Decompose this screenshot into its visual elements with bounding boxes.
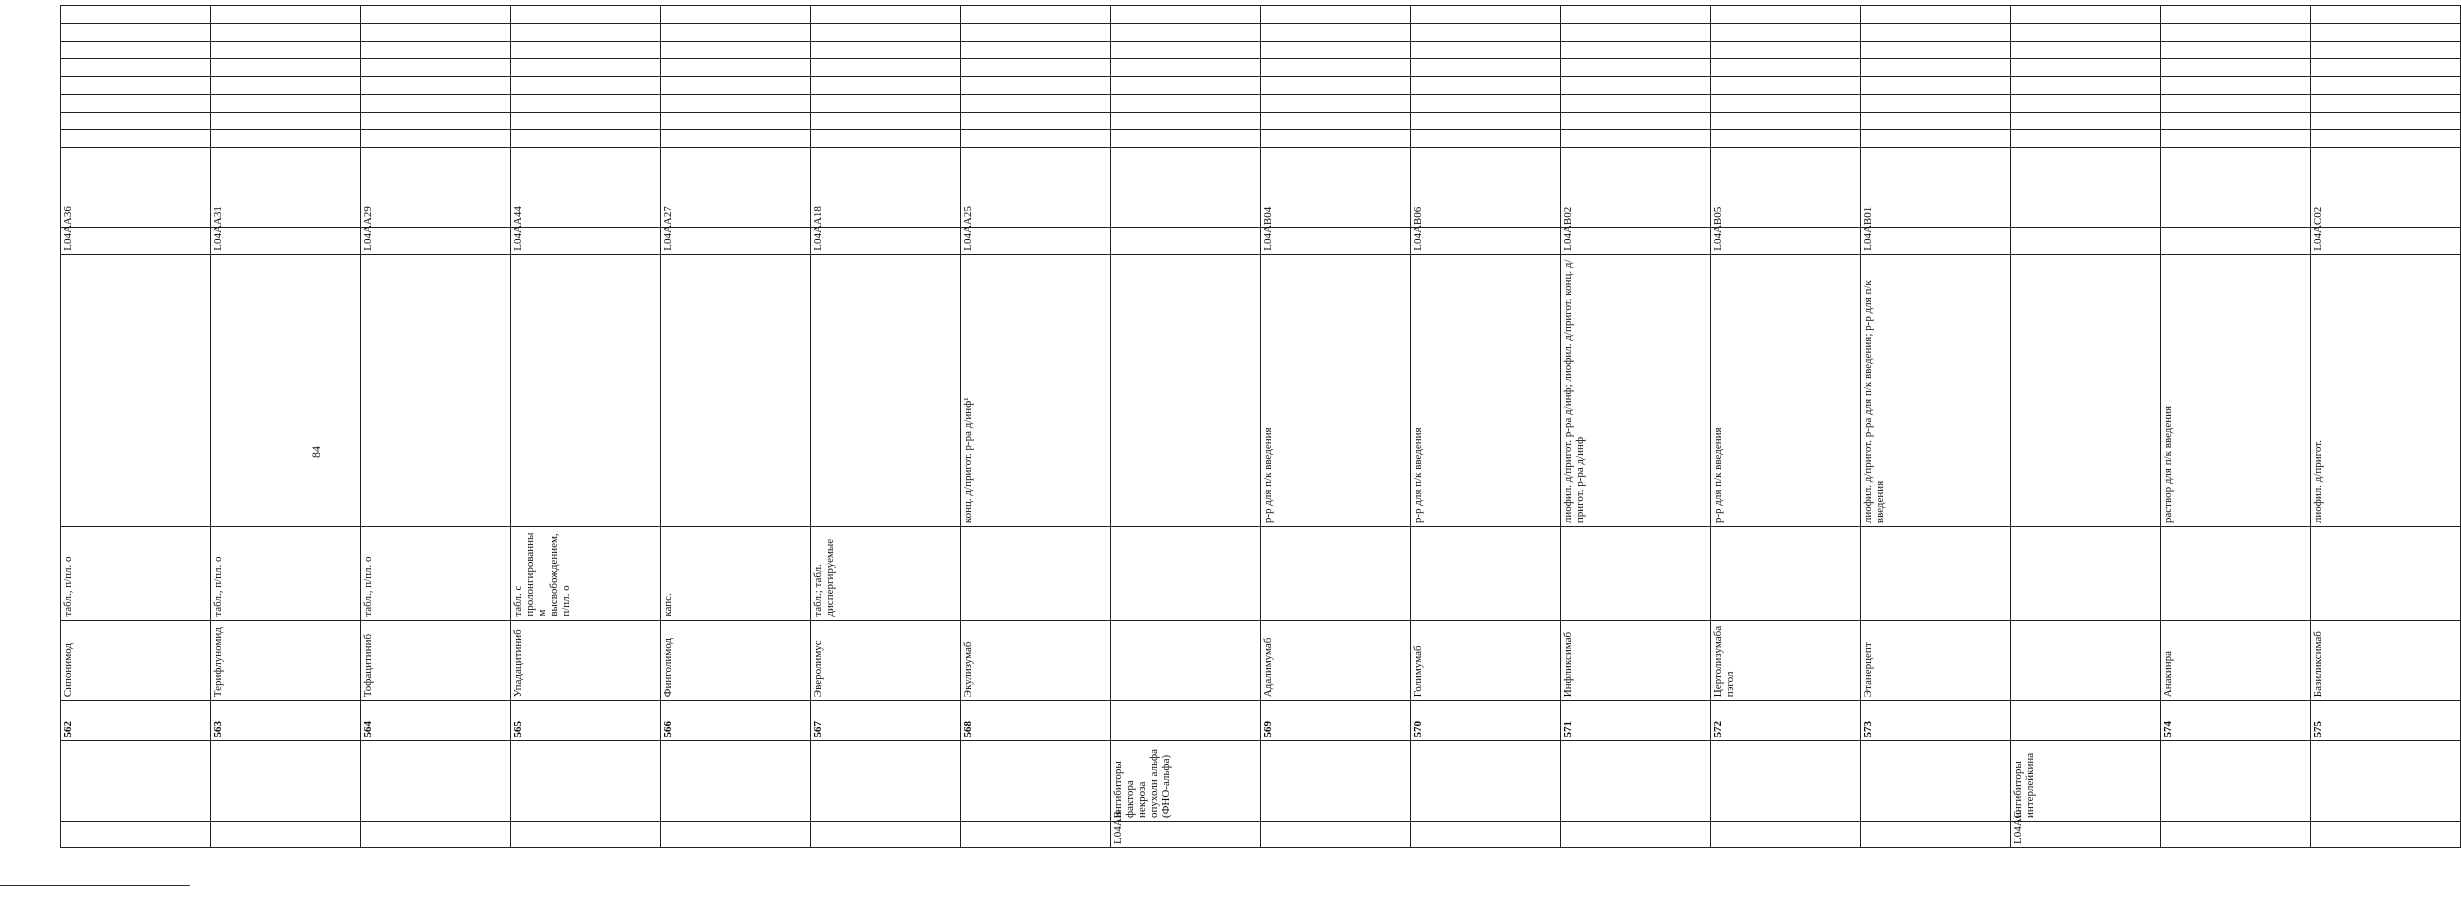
atc-group-code: [211, 821, 361, 847]
table-row: [61, 6, 211, 848]
empty-cell: [2011, 94, 2161, 112]
dosage-form-alt: лиофил. д/пригот.: [2311, 254, 2461, 526]
empty-cell: [361, 94, 511, 112]
empty-cell: [1261, 112, 1411, 130]
empty-cell: [61, 148, 211, 227]
empty-cell: [211, 130, 361, 148]
empty-cell: [211, 77, 361, 95]
empty-cell: [2161, 148, 2311, 227]
rotated-table-container: [60, 5, 2324, 848]
row-number: 572: [1711, 701, 1861, 741]
drug-name: [2011, 620, 2161, 701]
row-number: 574: [2161, 701, 2311, 741]
atc-code: L04AA44: [511, 227, 661, 254]
empty-cell: [661, 112, 811, 130]
drug-name: Анакинра: [2161, 620, 2311, 701]
empty-cell: [1261, 41, 1411, 59]
empty-cell: [1711, 112, 1861, 130]
atc-group-name: [1861, 741, 2011, 822]
empty-cell: [61, 94, 211, 112]
page-number: 84: [309, 446, 323, 458]
empty-cell: [1261, 148, 1411, 227]
empty-cell: [211, 41, 361, 59]
empty-cell: [1411, 130, 1561, 148]
empty-cell: [361, 112, 511, 130]
dosage-form: [2311, 527, 2461, 621]
drug-name: Финголимод: [661, 620, 811, 701]
empty-cell: [961, 59, 1111, 77]
atc-group-name: [961, 741, 1111, 822]
empty-cell: [361, 41, 511, 59]
empty-cell: [1261, 59, 1411, 77]
empty-cell: [511, 148, 661, 227]
empty-cell: [511, 59, 661, 77]
atc-group-name: [361, 741, 511, 822]
dosage-form-alt: р-р для п/к введения: [1261, 254, 1411, 526]
empty-cell: [661, 77, 811, 95]
empty-cell: [1561, 23, 1711, 41]
dosage-form-alt: лиофил. д/пригот. р-ра д/инф; лиофил. д/пригот. конц. д/пригот. р-ра д/инф: [1561, 254, 1711, 526]
empty-cell: [1111, 23, 1261, 41]
empty-cell: [1561, 41, 1711, 59]
empty-cell: [1861, 23, 2011, 41]
empty-cell: [211, 6, 361, 24]
atc-group-name: [811, 741, 961, 822]
empty-cell: [361, 77, 511, 95]
table-row: [211, 6, 361, 848]
drug-name: Экулизумаб: [961, 620, 1111, 701]
atc-group-name: ингибиторы интерлейкина: [2011, 741, 2161, 822]
table-row: [661, 6, 811, 848]
empty-cell: [1411, 41, 1561, 59]
table-row: [1711, 6, 1861, 848]
empty-cell: [61, 41, 211, 59]
empty-cell: [2161, 94, 2311, 112]
atc-code: L04AA31: [211, 227, 361, 254]
empty-cell: [61, 77, 211, 95]
dosage-form: [1411, 527, 1561, 621]
atc-group-code: [1861, 821, 2011, 847]
atc-code: L04AC02: [2311, 227, 2461, 254]
empty-cell: [2011, 148, 2161, 227]
drug-name: [1111, 620, 1261, 701]
row-number: 567: [811, 701, 961, 741]
empty-cell: [361, 23, 511, 41]
dosage-form: [1261, 527, 1411, 621]
empty-cell: [811, 148, 961, 227]
atc-group-code: [1561, 821, 1711, 847]
empty-cell: [2161, 23, 2311, 41]
dosage-form-alt: [1111, 254, 1261, 526]
empty-cell: [1261, 94, 1411, 112]
empty-cell: [961, 94, 1111, 112]
dosage-form: табл.; табл. диспергируемые: [811, 527, 961, 621]
drug-name: Адалимумаб: [1261, 620, 1411, 701]
atc-code: L04AA25: [961, 227, 1111, 254]
empty-cell: [361, 6, 511, 24]
empty-cell: [661, 59, 811, 77]
empty-cell: [661, 130, 811, 148]
empty-cell: [61, 112, 211, 130]
table-row: [511, 6, 661, 848]
dosage-form: [1711, 527, 1861, 621]
empty-cell: [1111, 148, 1261, 227]
empty-cell: [2311, 59, 2461, 77]
empty-cell: [1861, 112, 2011, 130]
table-row: [2011, 6, 2161, 848]
empty-cell: [961, 130, 1111, 148]
empty-cell: [811, 130, 961, 148]
atc-code: [1111, 227, 1261, 254]
empty-cell: [1861, 41, 2011, 59]
atc-group-code: [961, 821, 1111, 847]
row-number: [1111, 701, 1261, 741]
drug-name: Инфликсимаб: [1561, 620, 1711, 701]
empty-cell: [2311, 41, 2461, 59]
empty-cell: [511, 130, 661, 148]
empty-cell: [661, 94, 811, 112]
atc-group-code: [1261, 821, 1411, 847]
empty-cell: [1261, 130, 1411, 148]
atc-code: L04AA29: [361, 227, 511, 254]
empty-cell: [1261, 6, 1411, 24]
dosage-form-alt: р-р для п/к введения: [1411, 254, 1561, 526]
empty-cell: [1711, 130, 1861, 148]
empty-cell: [2011, 130, 2161, 148]
empty-cell: [1711, 41, 1861, 59]
empty-cell: [61, 59, 211, 77]
atc-group-name: [211, 741, 361, 822]
empty-cell: [1861, 6, 2011, 24]
empty-cell: [1561, 77, 1711, 95]
empty-cell: [361, 59, 511, 77]
empty-cell: [511, 112, 661, 130]
empty-cell: [811, 23, 961, 41]
atc-group-name: [61, 741, 211, 822]
table-row: [1861, 6, 2011, 848]
atc-group-code: [2311, 821, 2461, 847]
empty-cell: [2311, 77, 2461, 95]
dosage-form: [961, 527, 1111, 621]
empty-cell: [811, 112, 961, 130]
drug-name: Базиликсимаб: [2311, 620, 2461, 701]
atc-code: L04AB02: [1561, 227, 1711, 254]
empty-cell: [2311, 94, 2461, 112]
atc-group-code: [661, 821, 811, 847]
table-row: [2161, 6, 2311, 848]
atc-group-code: [511, 821, 661, 847]
atc-code: L04AB01: [1861, 227, 2011, 254]
empty-cell: [2011, 59, 2161, 77]
empty-cell: [811, 77, 961, 95]
dosage-form-alt: раствор для п/к введения: [2161, 254, 2311, 526]
atc-group-code: [1411, 821, 1561, 847]
empty-cell: [1861, 94, 2011, 112]
atc-group-code: [811, 821, 961, 847]
empty-cell: [1111, 6, 1261, 24]
empty-cell: [2161, 130, 2311, 148]
empty-cell: [1411, 77, 1561, 95]
empty-cell: [2311, 6, 2461, 24]
empty-cell: [1711, 59, 1861, 77]
empty-cell: [661, 41, 811, 59]
dosage-form-alt: [661, 254, 811, 526]
empty-cell: [2311, 148, 2461, 227]
row-number: 564: [361, 701, 511, 741]
empty-cell: [1111, 130, 1261, 148]
empty-cell: [2161, 6, 2311, 24]
empty-cell: [1711, 94, 1861, 112]
empty-cell: [2161, 41, 2311, 59]
dosage-form-alt: лиофил. д/пригот. р-ра для п/к введения; р-р для п/к введения: [1861, 254, 2011, 526]
atc-group-name: [1261, 741, 1411, 822]
empty-cell: [1711, 148, 1861, 227]
empty-cell: [211, 59, 361, 77]
dosage-form: [2011, 527, 2161, 621]
atc-group-name: ингибиторы фактора некроза опухоли альфа (ФНО-альфа): [1111, 741, 1261, 822]
empty-cell: [811, 59, 961, 77]
atc-code: L04AB04: [1261, 227, 1411, 254]
empty-cell: [1261, 77, 1411, 95]
dosage-form-alt: [211, 254, 361, 526]
table-row: [1411, 6, 1561, 848]
drug-name: Тофацитиниб: [361, 620, 511, 701]
drug-name: Голимумаб: [1411, 620, 1561, 701]
empty-cell: [61, 23, 211, 41]
atc-group-name: [2311, 741, 2461, 822]
empty-cell: [2011, 112, 2161, 130]
empty-cell: [961, 112, 1111, 130]
atc-group-name: [1411, 741, 1561, 822]
atc-group-code: [2161, 821, 2311, 847]
drug-name: Терифлуномид: [211, 620, 361, 701]
empty-cell: [961, 77, 1111, 95]
dosage-form-alt: [811, 254, 961, 526]
dosage-form-alt: [511, 254, 661, 526]
empty-cell: [1711, 23, 1861, 41]
empty-cell: [2311, 130, 2461, 148]
dosage-form: [1861, 527, 2011, 621]
empty-cell: [1711, 6, 1861, 24]
drug-list-table: [60, 5, 2461, 848]
atc-group-code: [61, 821, 211, 847]
atc-code: L04AB05: [1711, 227, 1861, 254]
empty-cell: [1111, 59, 1261, 77]
dosage-form: капс.: [661, 527, 811, 621]
atc-group-name: [1561, 741, 1711, 822]
empty-cell: [1561, 59, 1711, 77]
dosage-form-alt: конц. д/пригот. р-ра д/инф¹: [961, 254, 1111, 526]
dosage-form: [1561, 527, 1711, 621]
atc-code: L04AA27: [661, 227, 811, 254]
drug-name: Эверолимус: [811, 620, 961, 701]
dosage-form: табл., п/пл. о: [211, 527, 361, 621]
drug-name: Этанерцепт: [1861, 620, 2011, 701]
table-row: [1261, 6, 1411, 848]
atc-group-code: [1711, 821, 1861, 847]
empty-cell: [2311, 23, 2461, 41]
empty-cell: [1561, 130, 1711, 148]
empty-cell: [361, 148, 511, 227]
empty-cell: [1561, 148, 1711, 227]
empty-cell: [1411, 94, 1561, 112]
empty-cell: [811, 94, 961, 112]
empty-cell: [511, 6, 661, 24]
empty-cell: [511, 77, 661, 95]
table-row: [961, 6, 1111, 848]
empty-cell: [661, 148, 811, 227]
row-number: 566: [661, 701, 811, 741]
dosage-form: табл., п/пл. о: [61, 527, 211, 621]
dosage-form: табл. с пролонгированным высвобождением, п/пл. о: [511, 527, 661, 621]
empty-cell: [1111, 112, 1261, 130]
empty-cell: [1861, 148, 2011, 227]
empty-cell: [2011, 77, 2161, 95]
atc-group-name: [1711, 741, 1861, 822]
empty-cell: [1861, 59, 2011, 77]
table-row: [1111, 6, 1261, 848]
empty-cell: [1411, 59, 1561, 77]
table-row: [361, 6, 511, 848]
empty-cell: [61, 6, 211, 24]
atc-group-name: [2161, 741, 2311, 822]
row-number: 575: [2311, 701, 2461, 741]
empty-cell: [211, 148, 361, 227]
empty-cell: [1561, 6, 1711, 24]
empty-cell: [811, 41, 961, 59]
row-number: 570: [1411, 701, 1561, 741]
empty-cell: [2011, 23, 2161, 41]
empty-cell: [961, 148, 1111, 227]
table-row: [811, 6, 961, 848]
empty-cell: [1111, 94, 1261, 112]
table-row: [1561, 6, 1711, 848]
empty-cell: [661, 6, 811, 24]
row-number: [2011, 701, 2161, 741]
empty-cell: [2161, 59, 2311, 77]
empty-cell: [511, 94, 661, 112]
empty-cell: [511, 23, 661, 41]
empty-cell: [211, 112, 361, 130]
empty-cell: [661, 23, 811, 41]
dosage-form-alt: [2011, 254, 2161, 526]
empty-cell: [361, 130, 511, 148]
drug-name: Цертолизумаба пэгол: [1711, 620, 1861, 701]
dosage-form: табл., п/пл. о: [361, 527, 511, 621]
table-row: [2311, 6, 2461, 848]
empty-cell: [811, 6, 961, 24]
empty-cell: [1861, 130, 2011, 148]
atc-code: L04AA18: [811, 227, 961, 254]
atc-code: L04AA36: [61, 227, 211, 254]
empty-cell: [61, 130, 211, 148]
row-number: 563: [211, 701, 361, 741]
empty-cell: [211, 23, 361, 41]
empty-cell: [2311, 112, 2461, 130]
row-number: 568: [961, 701, 1111, 741]
dosage-form-alt: [61, 254, 211, 526]
row-number: 569: [1261, 701, 1411, 741]
footnote-rule: [0, 885, 190, 886]
empty-cell: [1411, 112, 1561, 130]
atc-group-name: [661, 741, 811, 822]
empty-cell: [961, 6, 1111, 24]
empty-cell: [1111, 77, 1261, 95]
dosage-form: [2161, 527, 2311, 621]
empty-cell: [1411, 6, 1561, 24]
empty-cell: [511, 41, 661, 59]
atc-group-code: L04AB: [1111, 821, 1261, 847]
empty-cell: [2161, 77, 2311, 95]
empty-cell: [1561, 94, 1711, 112]
empty-cell: [1711, 77, 1861, 95]
dosage-form-alt: [361, 254, 511, 526]
atc-group-code: L04AC: [2011, 821, 2161, 847]
empty-cell: [211, 94, 361, 112]
empty-cell: [1111, 41, 1261, 59]
row-number: 562: [61, 701, 211, 741]
empty-cell: [1411, 148, 1561, 227]
empty-cell: [1861, 77, 2011, 95]
row-number: 571: [1561, 701, 1711, 741]
atc-code: [2161, 227, 2311, 254]
empty-cell: [1411, 23, 1561, 41]
drug-name: Сипонимод: [61, 620, 211, 701]
atc-code: [2011, 227, 2161, 254]
empty-cell: [1561, 112, 1711, 130]
atc-group-name: [511, 741, 661, 822]
dosage-form-alt: р-р для п/к введения: [1711, 254, 1861, 526]
empty-cell: [961, 23, 1111, 41]
empty-cell: [961, 41, 1111, 59]
drug-name: Упадацитиниб: [511, 620, 661, 701]
atc-code: L04AB06: [1411, 227, 1561, 254]
row-number: 565: [511, 701, 661, 741]
empty-cell: [2161, 112, 2311, 130]
row-number: 573: [1861, 701, 2011, 741]
empty-cell: [2011, 41, 2161, 59]
empty-cell: [2011, 6, 2161, 24]
dosage-form: [1111, 527, 1261, 621]
empty-cell: [1261, 23, 1411, 41]
atc-group-code: [361, 821, 511, 847]
